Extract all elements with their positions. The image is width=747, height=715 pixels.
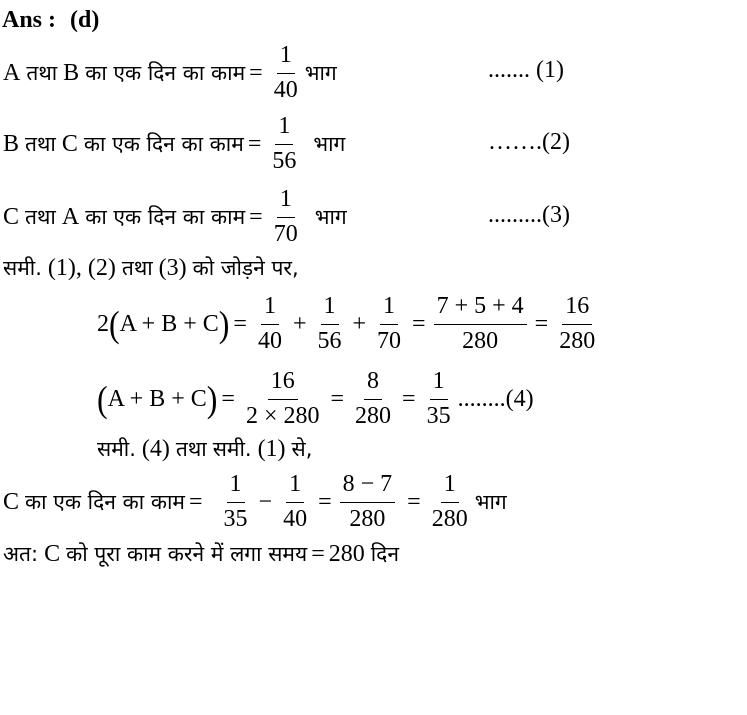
conclusion-phrase: को पूरा काम करने में लगा समय [66,541,308,566]
fraction [340,472,396,533]
denominator: 40 [273,76,298,103]
fraction [374,294,404,355]
work-phrase: का एक दिन का काम [85,60,246,85]
equals-sign: = [188,489,203,515]
numerator: 1 [277,187,295,218]
paren-close: ) [218,303,230,345]
answer-heading [2,8,99,32]
var-b: B [63,60,80,86]
fraction [243,369,323,430]
fraction [556,294,598,355]
fraction [429,472,471,533]
numerator: 16 [268,369,298,400]
unit-bhag: भाग [314,204,347,229]
fraction [255,294,285,355]
equals-sign: = [311,541,325,567]
numerator: 16 [562,294,592,325]
numerator: 1 [277,43,295,74]
paren-open: ( [109,303,120,345]
var-b: B [3,131,20,157]
equals-sign: = [249,60,263,86]
var-a: A [3,60,21,86]
denominator: 280 [349,505,386,532]
denominator: 280 [559,327,596,354]
fraction [352,369,394,430]
abc-sum: A + B + C [119,311,219,337]
abc-sum: A + B + C [107,386,207,412]
equals-sign: = [221,386,235,412]
word-tatha: तथा [25,131,56,156]
ref-1-text: (1) [257,436,286,462]
var-c: C [3,204,20,230]
numerator: 1 [261,294,279,325]
numerator: 1 [441,472,459,503]
paren-close: ) [206,378,218,420]
word-sami: समी. [3,255,42,280]
denominator: 35 [223,505,248,532]
unit-bhag: भाग [304,60,337,85]
word-tatha: तथा [175,436,207,461]
numerator: 1 [275,114,293,145]
denominator: 70 [273,220,298,247]
ref-3-text: (3) [158,255,187,281]
adding-statement [3,256,299,280]
statement-ca [3,186,347,248]
numerator: 1 [286,472,304,503]
abc-equation [97,367,534,431]
numerator: 8 − 7 [340,472,396,503]
numerator: 1 [430,369,448,400]
denominator: 280 [462,327,499,354]
ref-2: …….(2) [488,129,570,155]
equals-sign: = [330,386,345,412]
word-tatha: तथा [121,255,153,280]
denominator: 56 [317,327,342,354]
ref-1: ....... (1) [488,57,564,83]
word-sami: समी. [97,436,136,461]
statement-bc [3,113,345,175]
denominator: 2 × 280 [245,402,320,429]
var-c: C [3,489,20,515]
coefficient: 2 [97,311,109,337]
unit-din: दिन [370,541,399,566]
word-se: से, [291,436,313,461]
paren-open: ( [97,378,108,420]
equals-sign: = [412,311,426,337]
adding-phrase: को जोड़ने पर, [192,255,299,280]
var-a: A [61,204,80,230]
result-value: 280 [328,541,365,567]
equals-sign: = [247,131,262,157]
work-phrase: का एक दिन का काम [25,489,185,514]
minus-sign: − [258,489,273,515]
work-phrase: का एक दिन का काम [85,204,246,229]
equals-sign: = [402,386,416,412]
denominator: 70 [377,327,402,354]
c-work-equation [3,470,507,534]
plus-sign: + [352,311,367,337]
denominator: 35 [426,402,451,429]
word-tatha: तथा [26,60,58,85]
equals-sign: = [233,311,247,337]
denominator: 280 [431,505,468,532]
var-c: C [44,541,61,567]
equals-sign: = [407,489,421,515]
unit-bhag: भाग [474,489,507,514]
statement-ab [3,42,337,104]
denominator: 40 [283,505,308,532]
ref-4-text: (4) [141,436,170,462]
denominator: 40 [257,327,282,354]
unit-bhag: भाग [313,131,346,156]
fraction [280,472,310,533]
answer-option: (d) [70,7,100,33]
numerator: 1 [227,472,245,503]
conclusion [3,542,399,566]
numerator: 8 [364,369,382,400]
numerator: 1 [321,294,339,325]
fraction [434,294,527,355]
word-atah: अत: [3,541,39,566]
fraction [221,472,251,533]
work-phrase: का एक दिन का काम [83,131,244,156]
ref-4: ........(4) [457,386,534,412]
denominator: 280 [355,402,392,429]
equals-sign: = [534,311,549,337]
numerator: 7 + 5 + 4 [434,294,527,325]
var-c: C [61,131,78,157]
fraction-ca [271,187,301,248]
fraction-ab [271,43,301,104]
plus-sign: + [292,311,307,337]
word-tatha: तथा [25,204,56,229]
ref-1-text: (1), [47,255,82,281]
equals-sign: = [318,489,332,515]
denominator: 56 [272,147,297,174]
sum-equation [97,292,602,356]
fraction [424,369,454,430]
answer-label: Ans : [2,7,57,33]
word-sami: समी. [212,436,252,461]
equals-sign: = [249,204,263,230]
ref-3: .........(3) [488,202,570,228]
fraction-bc [269,114,299,175]
fraction [315,294,345,355]
from-statement [97,437,312,461]
ref-2-text: (2) [87,255,116,281]
numerator: 1 [380,294,398,325]
